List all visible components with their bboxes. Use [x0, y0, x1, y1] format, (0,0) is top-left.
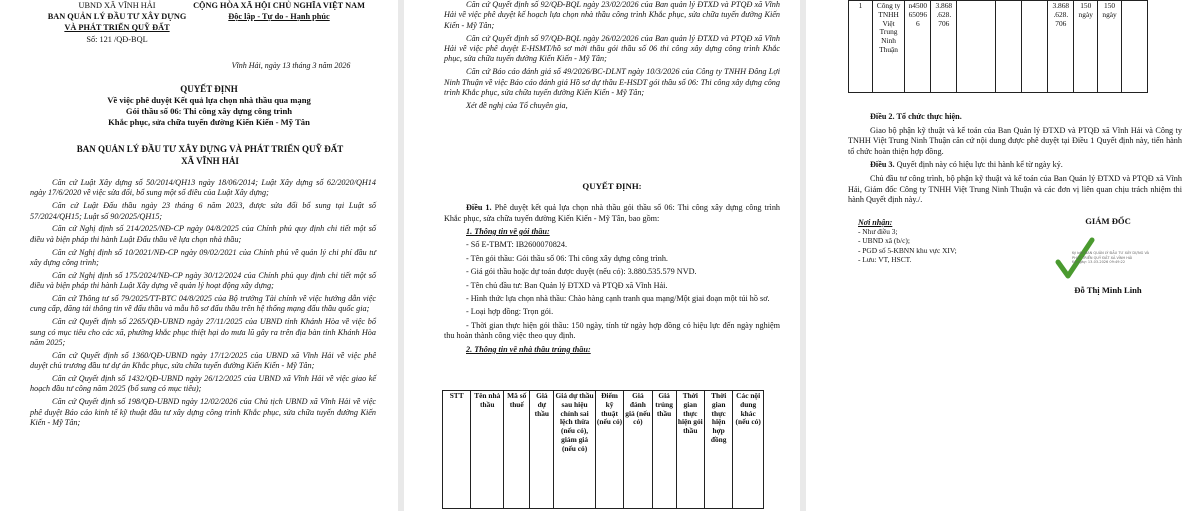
- info-line: - Giá gói thầu hoặc dự toán được duyệt (nếu có): 3.880.535.579 NVD.: [466, 267, 697, 277]
- articles-2-3: [848, 112, 1182, 209]
- section-1-heading: 1. Thông tin về gói thầu:: [466, 226, 550, 236]
- article-1-label: Điều 1.: [466, 203, 492, 212]
- row-cell: [957, 1, 996, 93]
- row-cell: n4500 65096 6: [905, 1, 931, 93]
- info-line: - Số E-TBMT: IB2600070824.: [466, 240, 568, 250]
- subject-line-1: Về việc phê duyệt Kết quả lựa chọn nhà thầu qua mạng: [107, 95, 311, 105]
- row-cell: 3.868 .628. 706: [931, 1, 957, 93]
- article-3-label: Điều 3.: [870, 160, 895, 170]
- section-2-heading: 2. Thông tin về nhà thầu trúng thầu:: [466, 344, 591, 354]
- paragraph: Xét đề nghị của Tổ chuyên gia,: [466, 100, 568, 110]
- paragraph: Căn cứ Quyết định số 1360/QĐ-UBND ngày 17/12/2025 của UBND xã Vĩnh Hải về việc phê duyệt chủ trương đầu tư dự án Khắc phục, sửa chữa tuyến đường Kiến Kiến - Mỹ Tân;: [30, 350, 376, 371]
- page-2: [404, 0, 800, 511]
- article-1-paragraph: [444, 203, 780, 224]
- row-cell: [1022, 1, 1048, 93]
- page-1: [0, 0, 398, 511]
- national-title: CỘNG HÒA XÃ HỘI CHỦ NGHĨA VIỆT NAM: [193, 1, 365, 10]
- recipients: [858, 218, 1008, 264]
- stamp-line: PHÁT TRIỂN QUỸ ĐẤT XÃ VĨNH HẢI: [1072, 255, 1133, 260]
- paragraph: Căn cứ Quyết định số 1432/QĐ-UBND ngày 26/12/2025 của UBND xã Vĩnh Hải về việc giao kế hoạch đầu tư công năm 2025 (bổ sung có mục tiêu);: [30, 374, 376, 394]
- table-header-row: [443, 391, 764, 509]
- digital-signature-text: [1072, 251, 1182, 265]
- recipient-item: - PGD số 5-KBNN khu vực XIV;: [858, 245, 957, 255]
- paragraph: Căn cứ Thông tư số 79/2025/TT-BTC 04/8/2025 của Bộ trưởng Tài chính về việc hướng dẫn việc cung cấp, đăng tải thông tin về đấu thầu và mẫu hồ sơ đấu thầu trên hệ thống mạng đấu thầu quốc gia;: [30, 294, 376, 314]
- paragraph: Căn cứ Nghị định số 175/2024/NĐ-CP ngày 30/12/2024 của Chính phủ quy định chi tiết một số điều và biện pháp thi hành Luật Xây dựng về quản lý hoạt động xây dựng;: [30, 270, 376, 291]
- winner-table-header: [442, 390, 764, 509]
- header-cell: Thời gian thực hiện gói thầu: [676, 391, 704, 509]
- row-cell: 1: [849, 1, 873, 93]
- stamp-line: Ký bởi: BAN QUẢN LÝ ĐẦU TƯ XÂY DỰNG VÀ: [1072, 251, 1150, 255]
- info-line: - Thời gian thực hiện gói thầu: 150 ngày, tính từ ngày hợp đồng có hiệu lực đến ngày nghiệm thu hoàn thành công việc theo quy định.: [444, 320, 780, 341]
- article-1-text: Phê duyệt kết quả lựa chọn nhà thầu gói thầu số 06: Thi công xây dựng công trình Khắc phục, sửa chữa tuyến đường Kiến Kiến - Mỹ Tân, bao gồm:: [444, 203, 781, 223]
- recipient-item: - Như điều 3;: [858, 227, 898, 237]
- signature-title: [1038, 216, 1178, 226]
- stamp-line: Ký ngày: 13-03-2026 09:49:22: [1072, 260, 1126, 265]
- header-cell: Điểm kỹ thuật (nếu có): [595, 391, 623, 509]
- document-type: QUYẾT ĐỊNH: [180, 84, 238, 94]
- header-cell: Tên nhà thầu: [471, 391, 504, 509]
- paragraph: Căn cứ Luật Xây dựng số 50/2014/QH13 ngày 18/06/2014; Luật Xây dựng số 62/2020/QH14 ngày 17/6/2020 về việc sửa đổi, bổ sung một số điều của Luật Xây dựng;: [30, 178, 376, 198]
- article-1: [444, 203, 780, 358]
- legal-basis: [30, 178, 376, 431]
- paragraph: Căn cứ Quyết định số 92/QĐ-BQL ngày 23/02/2026 của Ban quản lý ĐTXD và PTQĐ xã Vĩnh Hải về việc phê duyệt kế hoạch lựa chọn nhà thầu công trình Khắc phục, sửa chữa tuyến đường Kiến Kiến - Mỹ Tân;: [444, 0, 780, 30]
- subject-line-3: Khắc phục, sửa chữa tuyến đường Kiến Kiến - Mỹ Tân: [108, 117, 310, 127]
- document-date: Vĩnh Hải, ngày 13 tháng 3 năm 2026: [231, 61, 351, 70]
- header-cell: Thời gian thực hiện hợp đồng: [704, 391, 732, 509]
- article-3-heading: [848, 160, 1182, 171]
- row-cell: [996, 1, 1022, 93]
- legal-basis-continued: [444, 0, 780, 114]
- header-cell: Giá dự thầu sau hiệu chỉnh sai lệch thừa (nếu có), giảm giá (nếu có): [554, 391, 595, 509]
- paragraph: Căn cứ Nghị định số 214/2025/NĐ-CP ngày 04/8/2025 của Chính phủ quy định chi tiết một số điều và biện pháp thi hành Luật Đấu thầu về lựa chọn nhà thầu;: [30, 224, 376, 244]
- paragraph: Căn cứ Quyết định số 97/QĐ-BQL ngày 26/02/2026 của Ban quản lý ĐTXD và PTQĐ xã Vĩnh Hải về việc phê duyệt E-HSMT/hồ sơ mời thầu gói thầu số 06 thi công xây dựng công trình Khắc phục, sửa chữa tuyến đường Kiến Kiến - Mỹ Tân;: [444, 33, 780, 64]
- recipients-label: Nơi nhận:: [858, 218, 893, 227]
- info-line: - Tên chủ đầu tư: Ban Quản lý ĐTXD và PTQĐ xã Vĩnh Hải.: [466, 280, 668, 290]
- document-header: [0, 0, 398, 70]
- national-header: [184, 0, 374, 22]
- paragraph: Căn cứ Quyết định số 198/QĐ-UBND ngày 12/02/2026 của Chủ tịch UBND xã Vĩnh Hải về việc phê duyệt Báo cáo kinh tế kỹ thuật đầu tư xây dựng công trình Khắc phục, sửa chữa tuyến đường Kiến Kiến - Mỹ Tân;: [30, 397, 376, 428]
- table-row: [849, 1, 1148, 93]
- info-line: - Hình thức lựa chọn nhà thầu: Chào hàng cạnh tranh qua mạng/Một giai đoạn một túi hồ sơ.: [466, 293, 770, 303]
- signer-name: Đỗ Thị Minh Linh: [1074, 285, 1142, 295]
- subject-line-2: Gói thầu số 06: Thi công xây dựng công trình: [125, 106, 293, 116]
- header-cell: STT: [443, 391, 471, 509]
- board-name-line1: BAN QUẢN LÝ ĐẦU TƯ XÂY DỰNG: [47, 12, 187, 21]
- paragraph: Căn cứ Luật Đấu thầu ngày 23 tháng 6 năm 2023, được sửa đổi bổ sung tại Luật số 57/2024/QH15; Luật số 90/2025/QH15;: [30, 201, 376, 221]
- info-line: - Tên gói thầu: Gói thầu số 06: Thi công xây dựng công trình.: [466, 253, 668, 263]
- commune-name: UBND XÃ VĨNH HẢI: [78, 1, 156, 10]
- header-cell: Giá dự thầu: [530, 391, 554, 509]
- paragraph: Căn cứ Quyết định số 2265/QĐ-UBND ngày 27/11/2025 của UBND tỉnh Khánh Hòa về việc bổ sung có mục tiêu cho các xã, phường khắc phục thiệt hại do mưa lũ gây ra trên địa bàn tỉnh Khánh Hòa năm 2025;: [30, 317, 376, 348]
- header-cell: Mã số thuế: [504, 391, 530, 509]
- issuer-header: [44, 0, 190, 45]
- article-3-title: Quyết định này có hiệu lực thi hành kể từ ngày ký.: [896, 160, 1063, 170]
- recipient-item: - Lưu: VT, HSCT.: [858, 254, 912, 264]
- issuing-authority: [40, 143, 380, 167]
- national-motto: Độc lập - Tự do - Hạnh phúc: [228, 12, 330, 21]
- article-2-text: Giao bộ phận kỹ thuật và kế toán của Ban Quản lý ĐTXD và PTQĐ xã Vĩnh Hải và Công ty TNHH Việt Trung Ninh Thuận căn cứ nội dung được phê duyệt tại Điều 1 Quyết định này, tiến hành tổ chức hoàn thiện hợp đồng.: [848, 125, 1182, 156]
- page-3: [806, 0, 1200, 511]
- issuer-line-2: XÃ VĨNH HẢI: [181, 156, 239, 166]
- header-cell: Giá đánh giá (nếu có): [624, 391, 652, 509]
- row-cell: 3.868 .628. 706: [1048, 1, 1074, 93]
- title-block: [40, 84, 378, 128]
- winner-table-row: [848, 0, 1148, 93]
- header-cell: Các nội dung khác (nếu có): [733, 391, 764, 509]
- row-cell: [1121, 1, 1147, 93]
- info-line: - Loại hợp đồng: Trọn gói.: [466, 307, 554, 317]
- row-cell: Công ty TNHH Việt Trung Ninh Thuận: [872, 1, 905, 93]
- issuer-line-1: BAN QUẢN LÝ ĐẦU TƯ XÂY DỰNG VÀ PHÁT TRIỂN QUỸ ĐẤT: [76, 144, 344, 154]
- paragraph: Căn cứ Nghị định số 10/2021/NĐ-CP ngày 09/02/2021 của Chính phủ về quản lý chi phí đầu tư xây dựng công trình;: [30, 247, 376, 268]
- paragraph: Căn cứ Báo cáo đánh giá số 49/2026/BC-DLNT ngày 10/3/2026 của Công ty TNHH Đông Lợi Ninh Thuận về việc Báo cáo đánh giá Hồ sơ dự thầu E-HSDT gói thầu số 06: Thi công xây dựng công trình Khắc phục, sửa chữa tuyến đường Kiến Kiến - Mỹ Tân;: [444, 67, 780, 98]
- decision-heading: QUYẾT ĐỊNH:: [582, 181, 642, 191]
- row-cell: 150 ngày: [1098, 1, 1122, 93]
- article-2-heading: Điều 2. Tổ chức thực hiện.: [870, 112, 962, 121]
- signer-title: GIÁM ĐỐC: [1085, 216, 1131, 226]
- recipient-item: - UBND xã (b/c);: [858, 236, 910, 246]
- header-cell: Giá trúng thầu: [652, 391, 676, 509]
- row-cell: 150 ngày: [1074, 1, 1098, 93]
- article-3-text: Chủ đầu tư công trình, bộ phận kỹ thuật và kế toán của Ban Quản lý ĐTXD và PTQĐ xã Vĩnh Hải, Giám đốc Công ty TNHH Việt Trung Ninh Thuận và các đơn vị liên quan chịu trách nhiệm thi hành Quyết định này./.: [848, 173, 1182, 205]
- document-number: Số: 121 /QĐ-BQL: [86, 35, 148, 44]
- board-name-line2: VÀ PHÁT TRIỂN QUỸ ĐẤT: [64, 23, 170, 32]
